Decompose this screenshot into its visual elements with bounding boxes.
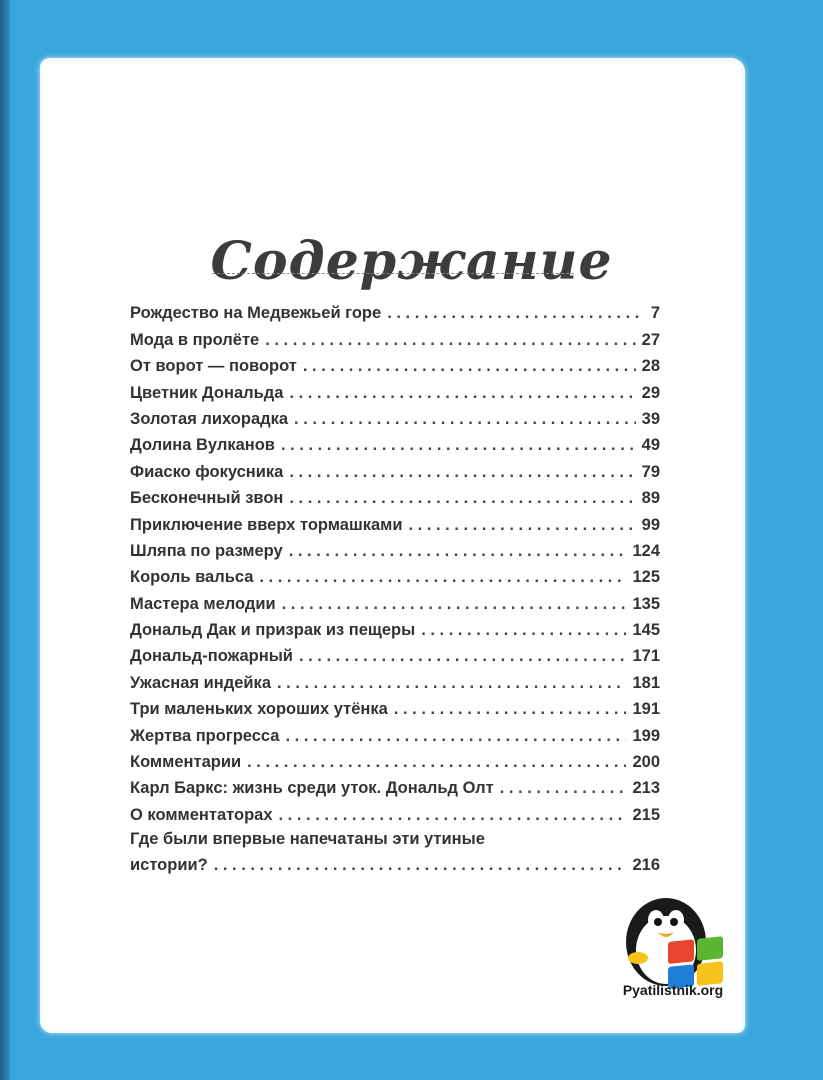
toc-entry-page: 200 [632, 753, 660, 772]
toc-entry-page: 27 [641, 330, 660, 349]
toc-entry-title: Фиаско фокусника [130, 462, 284, 481]
toc-leader-dots [277, 673, 626, 693]
toc-entry-page: 124 [632, 541, 660, 560]
toc-entry [130, 403, 660, 429]
toc-entry-page: 39 [641, 409, 660, 428]
toc-entry-title: Комментарии [130, 753, 242, 772]
toc-entry-page: 89 [641, 489, 660, 508]
toc-entry-title: Карл Баркс: жизнь среди уток. Дональд Олт [130, 779, 494, 798]
toc-entry-line2 [130, 849, 660, 875]
toc-leader-dots [259, 567, 626, 587]
toc-entry-title: Золотая лихорадка [130, 409, 289, 428]
toc-leader-dots [285, 726, 626, 746]
toc-entry [130, 376, 660, 402]
toc-entry-title: Цветник Дональда [130, 383, 284, 402]
toc-entry [130, 482, 660, 508]
toc-entry-page: 7 [650, 304, 660, 323]
toc-entry-title: О комментаторах [130, 805, 273, 824]
toc-leader-dots [387, 303, 645, 323]
toc-entry-page: 215 [632, 805, 660, 824]
toc-leader-dots [299, 646, 627, 666]
toc-entry-title: Приключение вверх тормашками [130, 515, 403, 534]
toc-entry-page: 213 [632, 779, 660, 798]
page-title: Содержание [210, 230, 613, 292]
toc-entry-title: Шляпа по размеру [130, 541, 283, 560]
toc-leader-dots [281, 435, 636, 455]
toc-entry-title: Ужасная индейка [130, 673, 271, 692]
toc-entry-page: 49 [641, 436, 660, 455]
toc-entry [130, 429, 660, 455]
toc-leader-dots [294, 409, 636, 429]
toc-entry-page: 191 [632, 700, 660, 719]
toc-entry [130, 323, 660, 349]
title-divider [212, 273, 574, 274]
watermark-text: Pyatilistnik.org [622, 982, 724, 998]
toc-leader-dots [289, 383, 635, 403]
toc-entry [130, 508, 660, 534]
toc-entry-page: 99 [641, 515, 660, 534]
toc-entry [130, 693, 660, 719]
toc-leader-dots [214, 855, 627, 875]
toc-entry-title: Король вальса [130, 568, 254, 587]
toc-entry-title: От ворот — поворот [130, 357, 297, 376]
toc-entry [130, 640, 660, 666]
toc-entry [130, 666, 660, 692]
toc-entry [130, 455, 660, 481]
toc-entry [130, 587, 660, 613]
toc-entry [130, 561, 660, 587]
toc-entry [130, 297, 660, 323]
toc-entry [130, 614, 660, 640]
toc-entry-title: Дональд-пожарный [130, 647, 293, 666]
toc-leader-dots [289, 541, 627, 561]
toc-entry-page: 199 [632, 726, 660, 745]
toc-leader-dots [265, 330, 635, 350]
toc-leader-dots [282, 594, 627, 614]
toc-entry-title-line1: Где были впервые напечатаны эти утиные [130, 829, 485, 848]
toc-entry-title: Рождество на Медвежьей горе [130, 304, 382, 323]
toc-entry-title: Жертва прогресса [130, 726, 280, 745]
toc-entry-page: 145 [632, 621, 660, 640]
toc-leader-dots [394, 699, 627, 719]
toc-entry [130, 350, 660, 376]
toc-entry-title: Бесконечный звон [130, 489, 284, 508]
toc-leader-dots [289, 462, 635, 482]
toc-entry [130, 772, 660, 798]
toc-entry [130, 746, 660, 772]
toc-entry [130, 798, 660, 824]
toc-entry-page: 135 [632, 594, 660, 613]
toc-entry-page: 29 [641, 383, 660, 402]
book-spine [0, 0, 10, 1080]
toc-entry-title: Дональд Дак и призрак из пещеры [130, 621, 416, 640]
toc-entry [130, 719, 660, 745]
toc-entry-title: Мода в пролёте [130, 330, 260, 349]
toc-entry-page: 171 [632, 647, 660, 666]
toc-entry-title-line2: истории? [130, 855, 208, 874]
toc-leader-dots [408, 515, 635, 535]
toc-leader-dots [303, 356, 636, 376]
toc-entry-page: 125 [632, 568, 660, 587]
toc-entry-last [130, 825, 660, 875]
toc-leader-dots [279, 805, 627, 825]
toc-entry [130, 535, 660, 561]
toc-entry-page: 79 [641, 462, 660, 481]
toc-entry-title: Три маленьких хороших утёнка [130, 700, 388, 719]
table-of-contents [130, 297, 660, 875]
toc-entry-page: 28 [641, 357, 660, 376]
toc-entry-title: Долина Вулканов [130, 436, 275, 455]
toc-entry-page: 216 [632, 855, 660, 874]
toc-entry-title: Мастера мелодии [130, 594, 276, 613]
toc-leader-dots [247, 752, 626, 772]
toc-leader-dots [500, 778, 627, 798]
toc-leader-dots [421, 620, 626, 640]
toc-entry-page: 181 [632, 673, 660, 692]
toc-leader-dots [289, 488, 635, 508]
